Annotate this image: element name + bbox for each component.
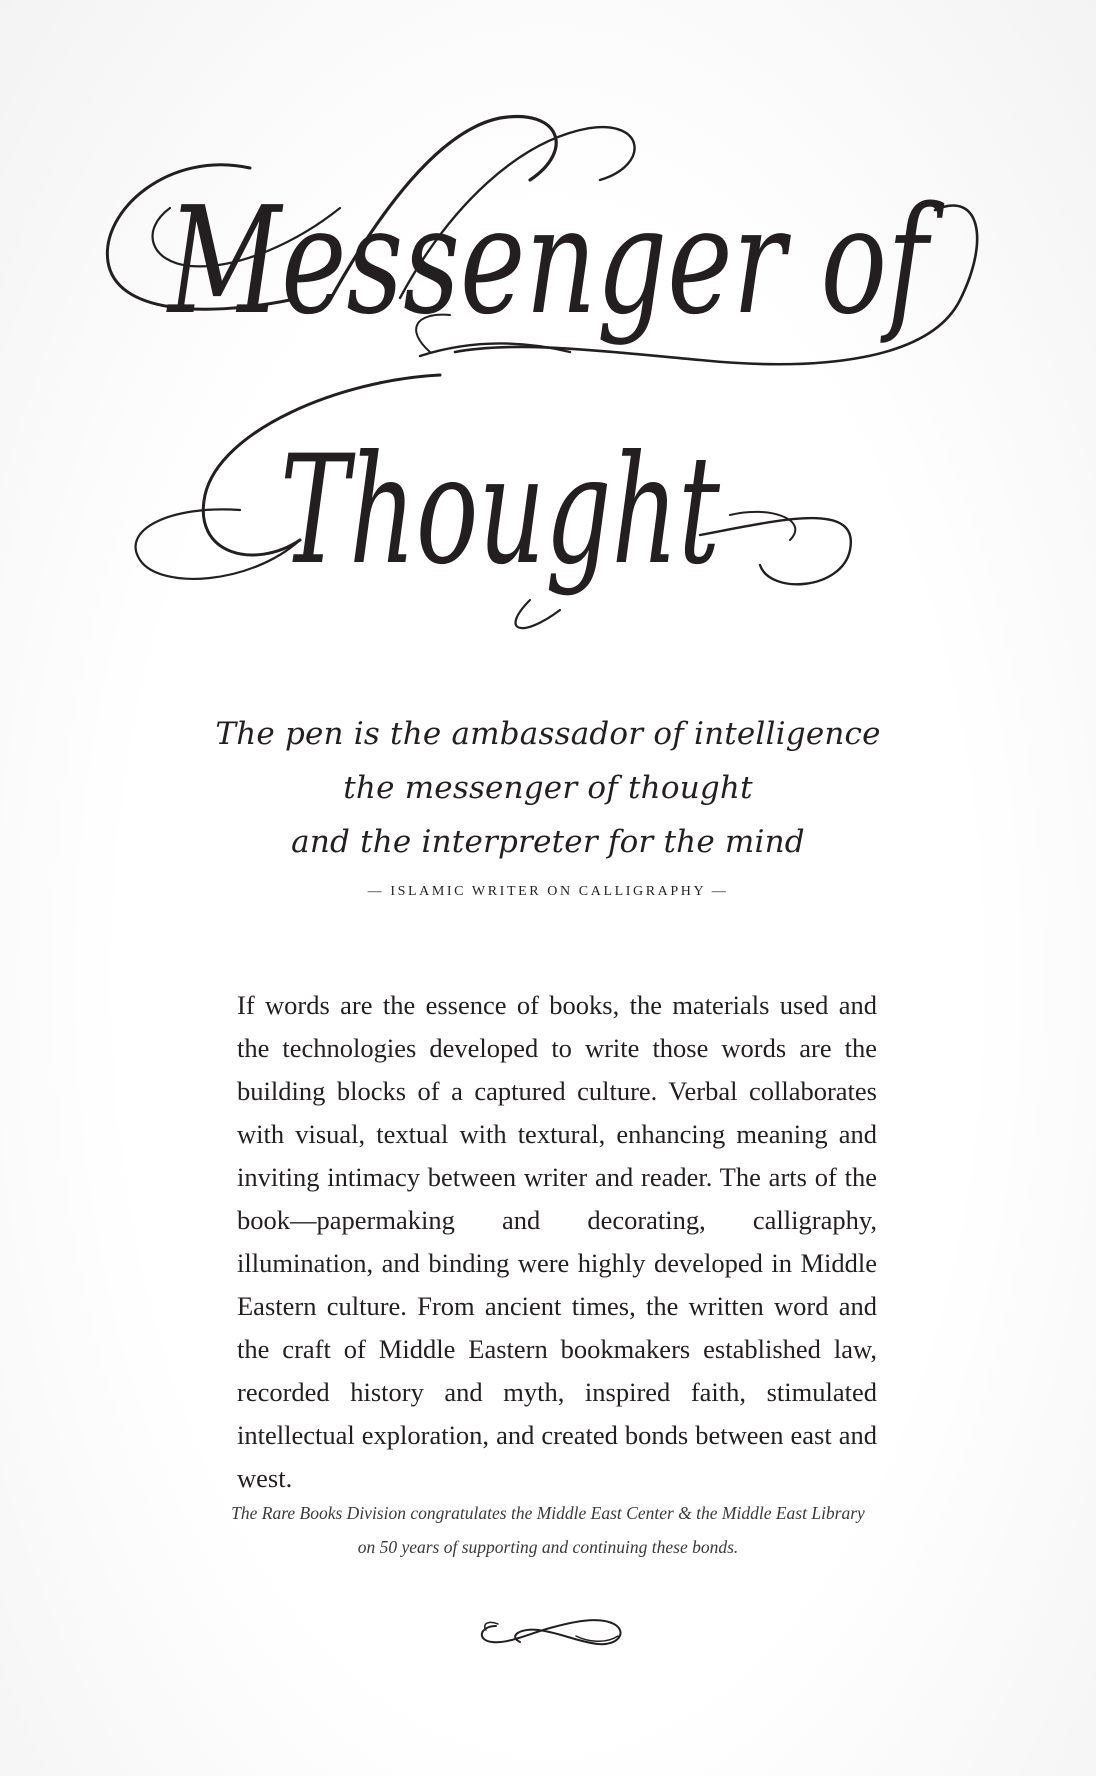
body-paragraph: If words are the essence of books, the materials used and the technologies developed to write those words are the building blocks of a captured culture. Verbal collaborates with visual, textual with textural, enhancing meaning and inviting intimacy between writer and reader. The arts of the book—papermaking and decorating, calligraphy, illumination, and binding were highly developed in Middle Eastern culture. From ancient times, the written word and the craft of Middle Eastern bookmakers established law, recorded history and myth, inspired faith, stimulated intellectual exploration, and created bonds between east and west. [237,990,877,1493]
credit-line: on 50 years of supporting and continuing these bonds. [357,1537,739,1557]
quote-line: and the interpreter for the mind [291,824,805,860]
title-line-2: Thought [280,424,721,598]
quote-attribution: — ISLAMIC WRITER ON CALLIGRAPHY — [367,884,729,899]
quote-line: The pen is the ambassador of intelligence [215,716,881,752]
credit-line: The Rare Books Division congratulates the Middle East Center & the Middle East Library [231,1503,865,1523]
flourish-ornament-icon [468,1606,638,1658]
epigraph-quote [148,707,948,869]
title-svg [0,0,1096,680]
title-line-1: Messenger of [165,175,945,347]
quote-line: the messenger of thought [343,770,753,806]
calligraphic-title [0,0,1096,680]
credit-note [198,1496,898,1564]
